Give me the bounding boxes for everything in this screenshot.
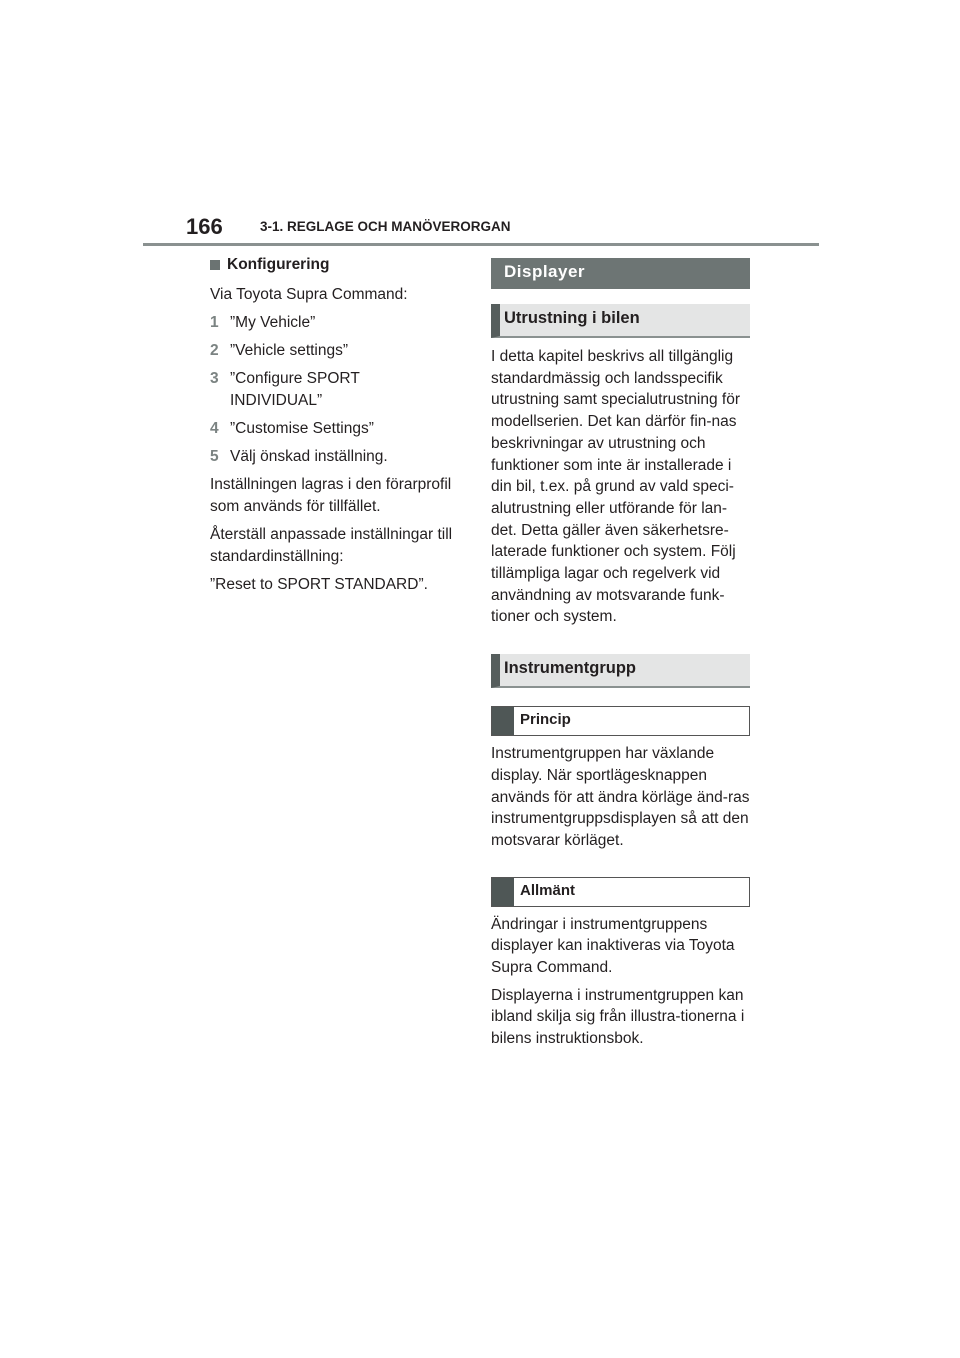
heading-marker [492,878,514,906]
principle-paragraph: Instrumentgruppen har växlande display. När sportlägesknappen används för att ändra körläge änd-ras instrumentgruppsdisplayen så att den motsvarar körläget. [491,745,750,849]
step-number: 3 [210,370,219,387]
step-item [210,340,472,362]
configuration-heading-text: Konfigurering [227,256,330,273]
heading-principle-text: Princip [520,711,571,729]
step-item [210,368,472,412]
step-item [210,446,472,468]
section-title-displays: Displayer [491,258,750,289]
general-paragraph-2: Displayerna i instrumentgruppen kan ibland skilja sig från illustra-tionerna i bilens instruktionsbok. [491,986,745,1048]
step-text: ”Vehicle settings” [230,342,349,359]
page-header [0,0,960,250]
reset-command: ”Reset to SPORT STANDARD”. [210,576,428,593]
step-item [210,312,472,334]
subsection-title-equipment: Utrustning i bilen [491,304,750,338]
step-number: 5 [210,448,219,465]
configuration-heading [210,254,472,276]
equipment-paragraph: I detta kapitel beskrivs all tillgänglig standardmässig och landsspecifik utrustning samt specialutrustning för modellserien. Det kan därför fin-nas beskrivningar av utrustning och funktioner som inte är installerade i din bil, t.ex. på grund av vald speci-alutrustning eller utförande för lan-det. Detta gäller även säkerhetsre-laterade funktioner och system. Följ tillämpliga lagar och regelverk vid användning av motsvarande funk-tioner och system. [491,348,740,626]
heading-general-text: Allmänt [520,881,576,899]
intro-text: Via Toyota Supra Command: [210,286,408,303]
header-rule [143,243,819,246]
step-number: 1 [210,314,219,331]
reset-paragraph: Återställ anpassade inställningar till standardinställning: [210,526,453,565]
step-text: ”Configure SPORT INDIVIDUAL” [230,370,360,409]
step-item [210,418,472,440]
profile-paragraph: Inställningen lagras i den förarprofil som används för tillfället. [210,476,452,515]
step-number: 4 [210,420,219,437]
heading-general [491,877,750,907]
general-paragraph-1: Ändringar i instrumentgruppens displayer kan inaktiveras via Toyota Supra Command. [491,915,735,977]
step-text: ”Customise Settings” [230,420,374,437]
step-number: 2 [210,342,219,359]
right-column [491,258,750,1050]
heading-principle [491,706,750,736]
square-bullet-icon [210,260,220,270]
step-text: Välj önskad inställning. [230,448,388,465]
left-column [210,254,472,602]
subsection-title-instrument-cluster: Instrumentgrupp [491,654,750,688]
page-number: 166 [186,214,223,239]
step-text: ”My Vehicle” [230,314,316,331]
chapter-title: 3-1. REGLAGE OCH MANÖVERORGAN [260,219,511,234]
heading-marker [492,707,514,735]
